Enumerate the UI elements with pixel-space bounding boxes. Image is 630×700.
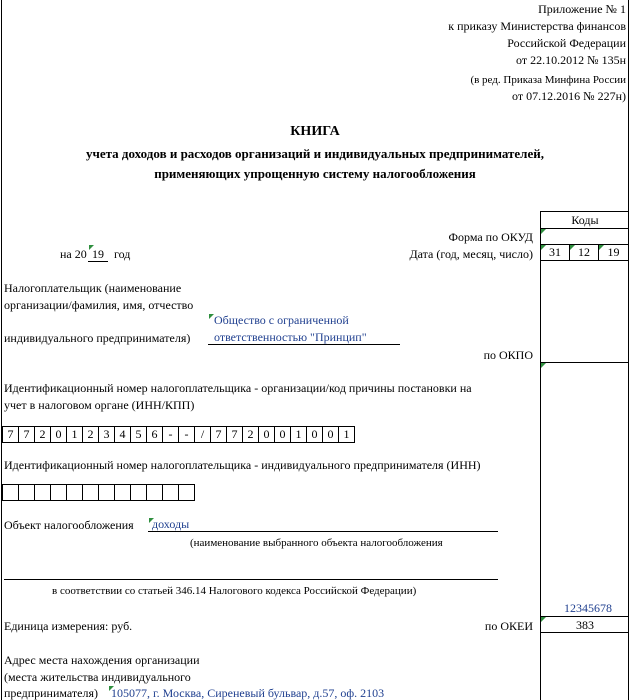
cell-marker-icon: [89, 245, 94, 250]
inn-ip-cell[interactable]: [98, 484, 115, 501]
date-label: Дата (год, месяц, число): [409, 247, 533, 261]
cell-marker-icon: [541, 245, 546, 250]
inn-kpp-cell[interactable]: 0: [322, 426, 339, 443]
appendix-number: Приложение № 1: [538, 2, 626, 16]
cell-marker-icon: [570, 245, 575, 250]
inn-kpp-cell[interactable]: 2: [34, 426, 51, 443]
address-label-1: Адрес места нахождения организации: [4, 653, 200, 667]
form-subtitle-1: учета доходов и расходов организаций и индивидуальных предпринимателей,: [86, 146, 544, 161]
inn-ip-cell[interactable]: [66, 484, 83, 501]
inn-kpp-cell[interactable]: 7: [210, 426, 227, 443]
form-title: КНИГА: [290, 124, 340, 139]
page-left-border: [1, 0, 2, 700]
inn-ip-cell[interactable]: [34, 484, 51, 501]
cell-marker-icon: [209, 314, 214, 319]
extra-code: 12345678: [564, 601, 612, 615]
cell-marker-icon: [541, 229, 546, 234]
inn-ip-cell[interactable]: [50, 484, 67, 501]
inn-kpp-cell[interactable]: 7: [2, 426, 19, 443]
okud-label: Форма по ОКУД: [448, 230, 533, 244]
tax-object-underline: [148, 531, 498, 532]
tax-object-label: Объект налогообложения: [4, 518, 134, 532]
taxpayer-label-3: индивидуального предпринимателя): [4, 331, 191, 345]
inn-kpp-cell[interactable]: 7: [226, 426, 243, 443]
inn-ip-cell[interactable]: [162, 484, 179, 501]
amendment-line-2: от 07.12.2016 № 227н): [512, 89, 626, 103]
inn-kpp-label-1: Идентификационный номер налогоплательщика - организации/код причины постановки на: [4, 381, 472, 395]
codes-header: Коды: [571, 213, 599, 227]
inn-ip-cell[interactable]: [2, 484, 19, 501]
date-year-cell[interactable]: 19: [598, 244, 629, 261]
inn-kpp-cell[interactable]: 1: [290, 426, 307, 443]
inn-kpp-cell[interactable]: -: [162, 426, 179, 443]
cell-marker-icon: [599, 245, 604, 250]
okpo-line: [540, 362, 629, 363]
year-underline: [88, 261, 108, 262]
form-subtitle-2: применяющих упрощенную систему налогообложения: [154, 166, 476, 181]
inn-kpp-cell[interactable]: 6: [146, 426, 163, 443]
address-label-2: (места жительства индивидуального: [4, 670, 191, 684]
article-caption: в соответствии со статьей 346.14 Налогового кодекса Российской Федерации): [52, 585, 417, 597]
cell-marker-icon: [541, 617, 546, 622]
okpo-label: по ОКПО: [483, 348, 533, 362]
cell-marker-icon: [149, 518, 154, 523]
inn-kpp-cell[interactable]: 0: [50, 426, 67, 443]
inn-ip-label: Идентификационный номер налогоплательщика - индивидуального предпринимателя (ИНН): [4, 458, 481, 472]
okei-label: по ОКЕИ: [484, 619, 533, 633]
year-value[interactable]: 19: [92, 247, 104, 261]
inn-ip-cell[interactable]: [18, 484, 35, 501]
okei-bottom-line: [540, 632, 629, 633]
inn-kpp-cell[interactable]: 0: [306, 426, 323, 443]
cell-marker-icon: [541, 363, 546, 368]
inn-ip-cell[interactable]: [130, 484, 147, 501]
inn-kpp-cell[interactable]: 4: [114, 426, 131, 443]
inn-kpp-cell[interactable]: 0: [258, 426, 275, 443]
inn-kpp-cell[interactable]: -: [178, 426, 195, 443]
year-prefix: на 20: [60, 247, 87, 261]
tax-object-caption: (наименование выбранного объекта налогообложения: [190, 537, 443, 549]
taxpayer-label-2: организации/фамилия, имя, отчество: [4, 298, 194, 312]
inn-ip-cell[interactable]: [114, 484, 131, 501]
order-date: от 22.10.2012 № 135н: [516, 53, 626, 67]
page-right-border: [628, 0, 629, 700]
article-line: [4, 579, 498, 580]
codes-top-line: [540, 211, 629, 212]
inn-kpp-cell[interactable]: 2: [82, 426, 99, 443]
taxpayer-name-1[interactable]: Общество с ограниченной: [214, 313, 349, 327]
cell-marker-icon: [109, 686, 114, 691]
taxpayer-name-2[interactable]: ответственностью "Принцип": [214, 330, 367, 344]
okei-top-line: [540, 616, 629, 617]
inn-kpp-cells: [2, 426, 355, 443]
inn-ip-cells: [2, 484, 195, 501]
inn-kpp-cell[interactable]: 0: [274, 426, 291, 443]
okei-value[interactable]: 383: [576, 618, 594, 632]
inn-kpp-cell[interactable]: /: [194, 426, 211, 443]
inn-kpp-cell[interactable]: 3: [98, 426, 115, 443]
inn-kpp-cell[interactable]: 2: [242, 426, 259, 443]
taxpayer-label-1: Налогоплательщик (наименование: [4, 281, 182, 295]
inn-kpp-label-2: учет в налоговом органе (ИНН/КПП): [4, 398, 195, 412]
inn-ip-cell[interactable]: [82, 484, 99, 501]
inn-kpp-cell[interactable]: 5: [130, 426, 147, 443]
inn-ip-cell[interactable]: [178, 484, 195, 501]
date-day-cell[interactable]: 31: [540, 244, 570, 261]
address-label-3: предпринимателя): [4, 686, 98, 700]
tax-object-value[interactable]: доходы: [152, 517, 190, 531]
amendment-line-1: (в ред. Приказа Минфина России: [470, 74, 626, 86]
inn-kpp-cell[interactable]: 7: [18, 426, 35, 443]
codes-header-line: [540, 228, 629, 229]
year-suffix: год: [114, 247, 131, 261]
inn-kpp-cell[interactable]: 1: [66, 426, 83, 443]
unit-label: Единица измерения: руб.: [4, 619, 133, 633]
address-value[interactable]: 105077, г. Москва, Сиреневый бульвар, д.57, оф. 2103: [111, 686, 385, 700]
ministry-name: Российской Федерации: [507, 36, 626, 50]
date-month-cell[interactable]: 12: [569, 244, 599, 261]
inn-ip-cell[interactable]: [146, 484, 163, 501]
inn-kpp-cell[interactable]: 1: [338, 426, 355, 443]
taxpayer-underline: [208, 344, 400, 345]
order-ref: к приказу Министерства финансов: [448, 19, 626, 33]
